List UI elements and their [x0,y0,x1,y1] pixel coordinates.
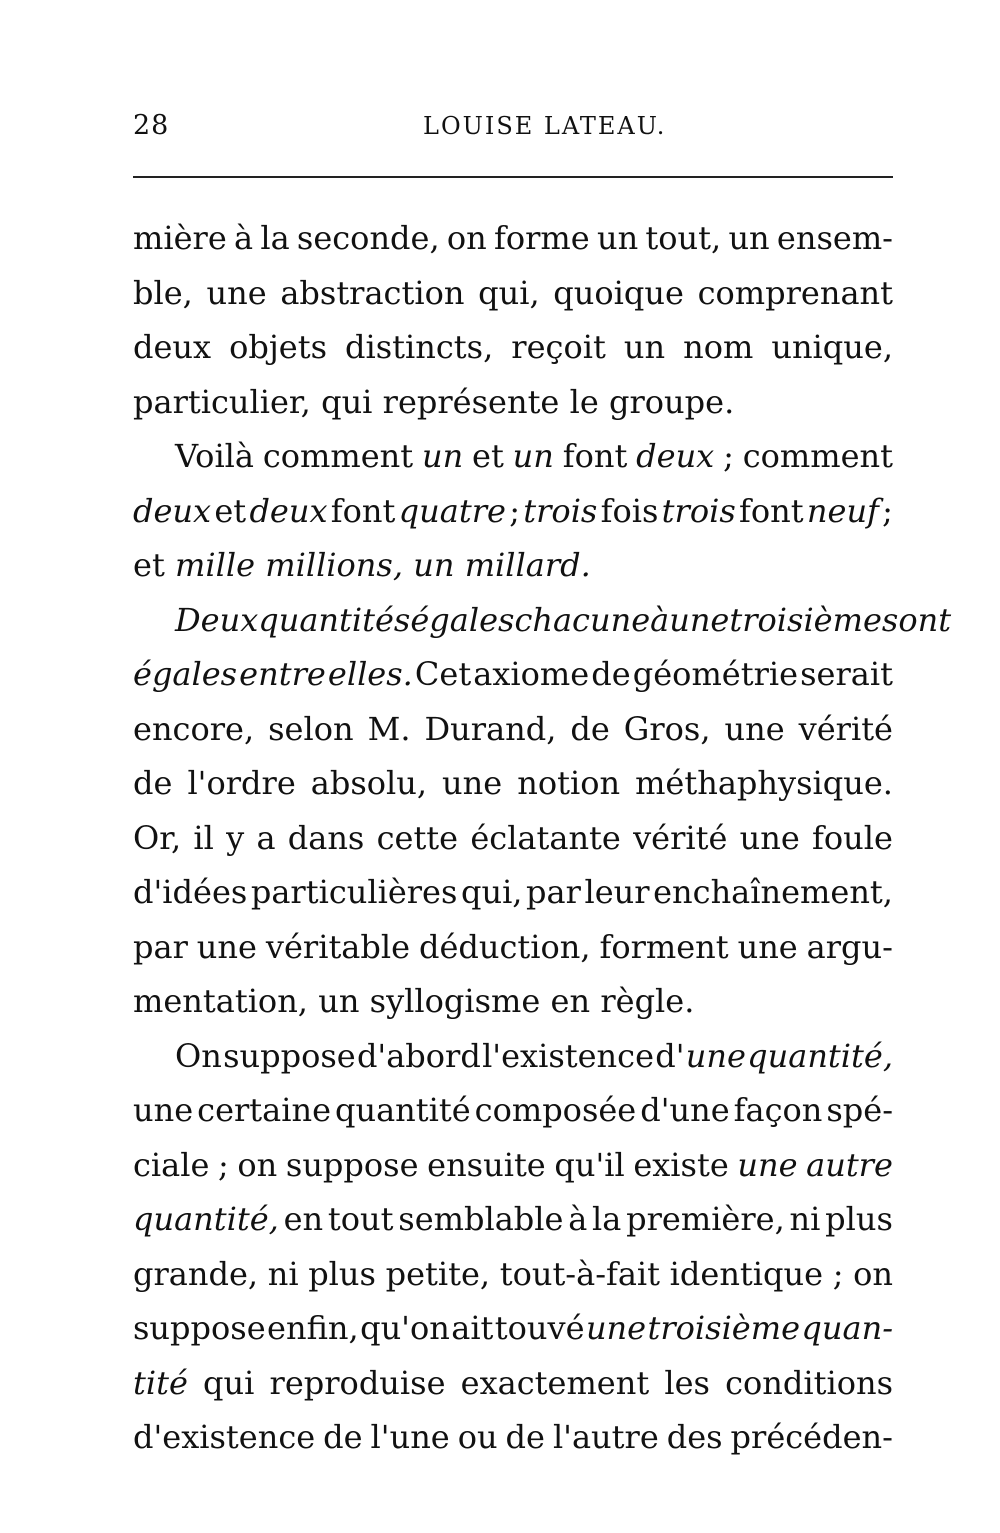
text-word: deux [636,437,715,475]
text-word: autre [806,1145,893,1184]
text-word: millions, [265,546,403,584]
text-line [133,593,952,648]
text-word: ait [451,1309,494,1347]
text-word: il [193,818,214,857]
text-word: selon [268,709,354,748]
text-line [133,1410,893,1465]
text-word: à [650,600,670,639]
text-word: leur [584,873,650,911]
text-word: M. [367,709,411,748]
text-word: vérité [798,709,893,748]
text-word: une [739,818,800,857]
text-word: quantité, [747,1036,893,1075]
text-word: de [570,709,610,748]
text-word: seconde, [296,219,440,257]
text-word: identique [669,1254,824,1293]
text-word: suppose [223,1036,356,1075]
text-word: méthaphysique. [635,764,893,802]
text-word: éclatante [470,818,621,857]
text-word: trois [661,491,736,530]
text-word: quantités [258,600,411,639]
text-word: comment [742,437,893,475]
text-word: Or, [133,818,182,857]
text-word: millard. [464,546,591,584]
text-word: une [737,927,798,966]
text-word: absolu, [310,764,428,802]
text-word: à [568,1200,588,1238]
text-word: qu'il [554,1145,625,1184]
text-word: unique, [771,328,893,366]
text-word: font [562,437,628,475]
text-word: ni [267,1254,299,1293]
text-word: une [196,927,257,966]
header-rule [133,176,893,178]
text-word: particulières [250,873,458,911]
text-word: quan- [801,1309,893,1347]
text-word: plus [825,1200,893,1238]
text-word: entre [239,655,326,693]
text-word: à [234,219,254,257]
text-word: d'idées [133,873,248,911]
text-word: spé- [826,1091,893,1129]
text-word: comment [262,437,414,475]
text-word: quantité, [133,1200,279,1238]
text-word: vérité [633,818,728,857]
text-word: argu- [806,927,893,966]
text-word: règle. [600,982,695,1020]
text-word: distincts, [345,328,494,366]
text-word: de [323,1418,363,1456]
text-line [133,811,893,866]
text-word: conditions [725,1363,893,1402]
text-word: notion [517,764,621,802]
text-word: un [512,437,554,475]
text-line [133,647,893,702]
text-word: mille [175,546,256,584]
text-word: deux [133,328,212,366]
text-word: on [446,219,487,257]
text-word: une [585,1309,647,1347]
text-word: une [737,1145,798,1184]
text-word: grande, [133,1254,259,1293]
text-line [133,484,893,539]
text-word: une [133,1091,194,1129]
text-word: véritable [265,927,411,966]
text-word: semblable [398,1200,564,1238]
text-word: groupe. [609,382,735,421]
text-word: ni [789,1200,821,1238]
text-word: qui, [460,873,523,911]
text-word: foule [812,818,893,857]
text-word: première, [626,1200,785,1238]
text-word: exactement [460,1363,650,1402]
text-word: la [260,219,290,257]
text-word: en [550,982,591,1020]
text-line [133,429,893,484]
running-head [133,110,893,146]
text-word: par [133,927,188,966]
text-word: de [505,1418,545,1456]
text-word: de [591,655,631,693]
text-word: et [472,437,504,475]
text-line [133,865,893,920]
text-word: petite, [385,1254,491,1293]
text-word: Voilà [175,437,254,475]
text-word: de [133,764,173,802]
text-word: quantité [335,1091,471,1129]
text-line [133,1083,893,1138]
text-word: un [596,219,639,257]
text-word: Durand, [424,709,557,748]
text-word: ; [882,491,893,530]
text-word: ; [832,1254,844,1293]
text-word: plus [308,1254,376,1293]
text-word: font [330,491,396,530]
text-word: troisième [729,600,882,639]
text-word: mentation, [133,982,308,1020]
text-word: façon [733,1091,823,1129]
text-word: ble, [133,273,193,312]
page-number: 28 [133,110,170,141]
text-word: mière [133,219,227,257]
text-word: axiome [473,655,590,693]
text-word: une [442,764,503,802]
text-word: précéden- [730,1418,893,1456]
text-word: particulier, [133,382,311,421]
text-word: existe [633,1145,729,1184]
text-word: déduction, [418,927,591,966]
text-line [133,211,893,266]
text-word: font [739,491,804,530]
text-word: un [421,437,464,475]
text-word: quatre [398,491,506,530]
text-line [133,266,893,321]
text-line [133,1301,893,1356]
text-word: représente [382,382,560,421]
text-word: certaine [197,1091,332,1129]
text-word: syllogisme [369,982,541,1020]
text-word: un [728,219,770,257]
text-line [133,538,893,593]
text-word: On [175,1036,222,1075]
text-word: comprenant [697,273,893,312]
text-word: un [318,982,360,1020]
text-line [133,1138,893,1193]
text-word: neuf [806,491,879,530]
text-line [133,320,893,375]
text-word: forme [494,219,590,257]
text-word: en [283,1200,324,1238]
text-word: égales [133,655,238,693]
text-word: Deux [175,600,259,639]
text-line [133,756,893,811]
text-word: Cet [414,655,472,693]
text-word: forment [599,927,729,966]
text-word: ; [509,491,520,530]
text-word: qui, [478,273,540,312]
text-word: géométrie [632,655,799,693]
text-word: serait [800,655,893,693]
text-word: et [214,491,247,530]
text-word: qui [203,1363,255,1402]
text-word: égales [410,600,515,639]
text-word: sont [881,600,952,639]
text-word: l'ordre [187,764,296,802]
text-word: elles. [327,655,413,693]
text-word: d' [655,1036,685,1075]
text-word: une [685,1036,746,1075]
text-word: qu'on [360,1309,450,1347]
text-word: enfin, [267,1309,359,1347]
body-text [133,211,952,1465]
text-line [133,702,893,757]
text-word: ensem- [776,219,893,257]
text-word: reproduise [269,1363,446,1402]
text-word: une [206,273,267,312]
text-word: et [133,546,165,584]
text-word: Gros, [623,709,711,748]
text-word: tout-à-fait [499,1254,661,1293]
text-word: ou [457,1418,498,1456]
text-word: tout [327,1200,394,1238]
text-word: ; [723,437,734,475]
text-word: fois [600,491,659,530]
text-word: suppose [133,1309,266,1347]
text-word: par [526,873,581,911]
text-word: le [569,382,599,421]
text-word: ciale [133,1145,210,1184]
text-word: a [256,818,276,857]
text-line [133,920,893,975]
text-word: un [413,546,455,584]
text-word: objets [229,328,327,366]
text-line [133,1192,893,1247]
text-word: ensuite [427,1145,546,1184]
text-word: trois [523,491,598,530]
text-word: reçoit [511,328,606,366]
text-word: une [724,709,785,748]
text-word: les [664,1363,710,1402]
text-word: un [623,328,666,366]
text-word: tout, [645,219,722,257]
text-word: une [669,600,730,639]
text-word: enchaînement, [653,873,893,911]
text-word: composée [474,1091,637,1129]
text-word: nom [683,328,754,366]
text-word: des [666,1418,723,1456]
text-word: y [226,818,245,857]
text-word: l'une [370,1418,450,1456]
text-word: qui [321,382,373,421]
text-word: touvé [494,1309,585,1347]
text-word: encore, [133,709,255,748]
text-word: ; [218,1145,229,1184]
text-word: deux [249,491,328,530]
text-line [133,974,893,1029]
text-word: d'existence [133,1418,316,1456]
text-line [133,1029,893,1084]
text-word: la [592,1200,622,1238]
running-title: LOUISE LATEAU. [423,112,667,140]
text-line [133,375,893,430]
text-word: suppose [285,1145,419,1184]
text-word: l'autre [552,1418,659,1456]
text-word: dans [287,818,365,857]
text-word: d'abord [356,1036,481,1075]
text-word: tité [133,1363,188,1402]
text-word: d'une [640,1091,730,1129]
text-line [133,1247,893,1302]
text-word: quoique [553,273,684,312]
text-word: l'existence [482,1036,654,1075]
text-word: troisième [647,1309,801,1347]
text-word: on [237,1145,278,1184]
text-word: abstraction [280,273,465,312]
text-word: on [853,1254,893,1293]
text-word: cette [376,818,459,857]
text-line [133,1356,893,1411]
text-word: chacune [514,600,651,639]
text-word: deux [133,491,212,530]
